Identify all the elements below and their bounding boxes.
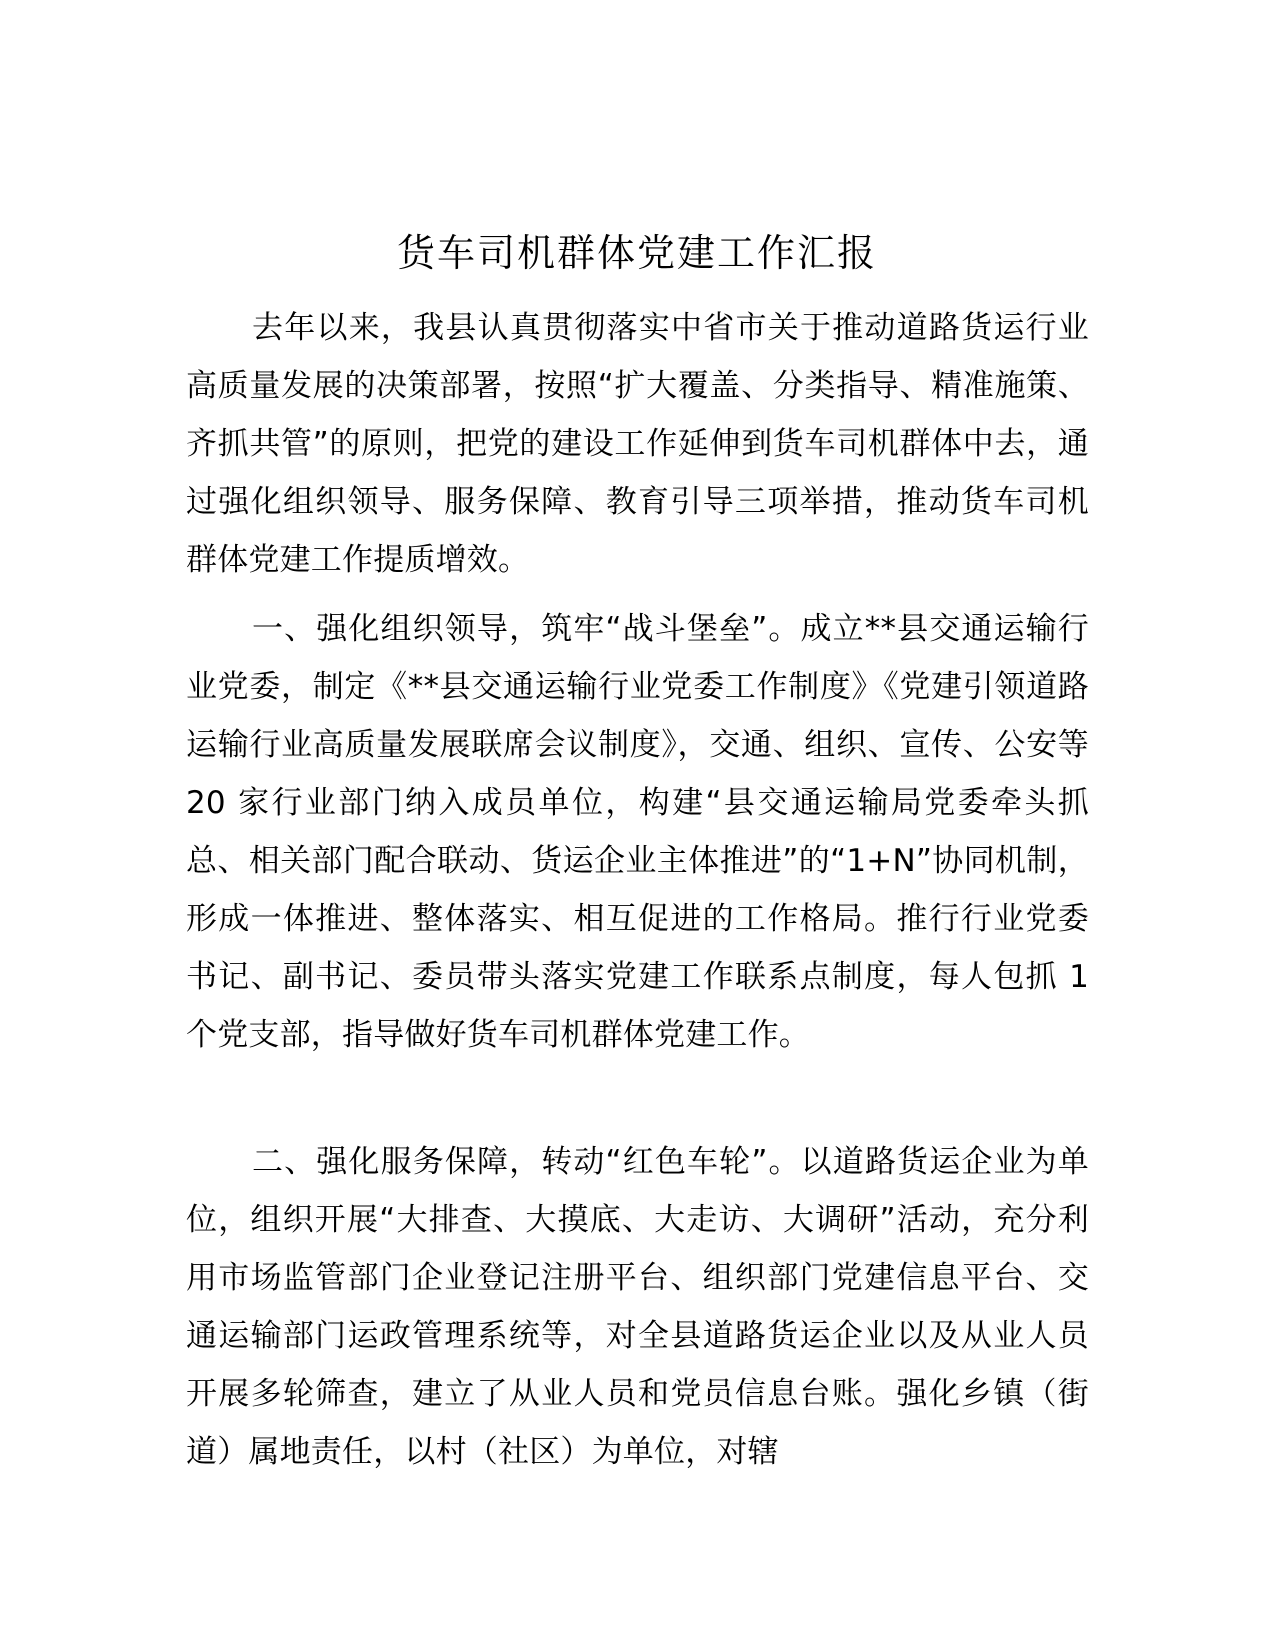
document-title: 货车司机群体党建工作汇报 [396, 231, 877, 275]
paragraph-section-2: 二、强化服务保障，转动“红色车轮”。以道路货运企业为单位，组织开展“大排查、大摸底、大走访、大调研”活动，充分利用市场监管部门企业登记注册平台、组织部门党建信息平台、交通运输部门运政管理系统等，对全县道路货运企业以及从业人员开展多轮筛查，建立了从业人员和党员信息台账。强化乡镇（街道）属地责任，以村（社区）为单位，对辖 [186, 1144, 1089, 1470]
paragraph-intro: 去年以来，我县认真贯彻落实中省市关于推动道路货运行业高质量发展的决策部署，按照“扩大覆盖、分类指导、精准施策、齐抓共管”的原则，把党的建设工作延伸到货车司机群体中去，通过强化组织领导、服务保障、教育引导三项举措，推动货车司机群体党建工作提质增效。 [186, 310, 1089, 578]
paragraph-section-1: 一、强化组织领导，筑牢“战斗堡垒”。成立**县交通运输行业党委，制定《**县交通运输行业党委工作制度》《党建引领道路运输行业高质量发展联席会议制度》，交通、组织、宣传、公安等 20 家行业部门纳入成员单位，构建“县交通运输局党委牵头抓总、相关部门配合联动、货运企业主体推进”的“1+N”协同机制，形成一体推进、整体落实、相互促进的工作格局。推行行业党委书记、副书记、委员带头落实党建工作联系点制度，每人包抓 1 个党支部，指导做好货车司机群体党建工作。 [186, 611, 1089, 1053]
